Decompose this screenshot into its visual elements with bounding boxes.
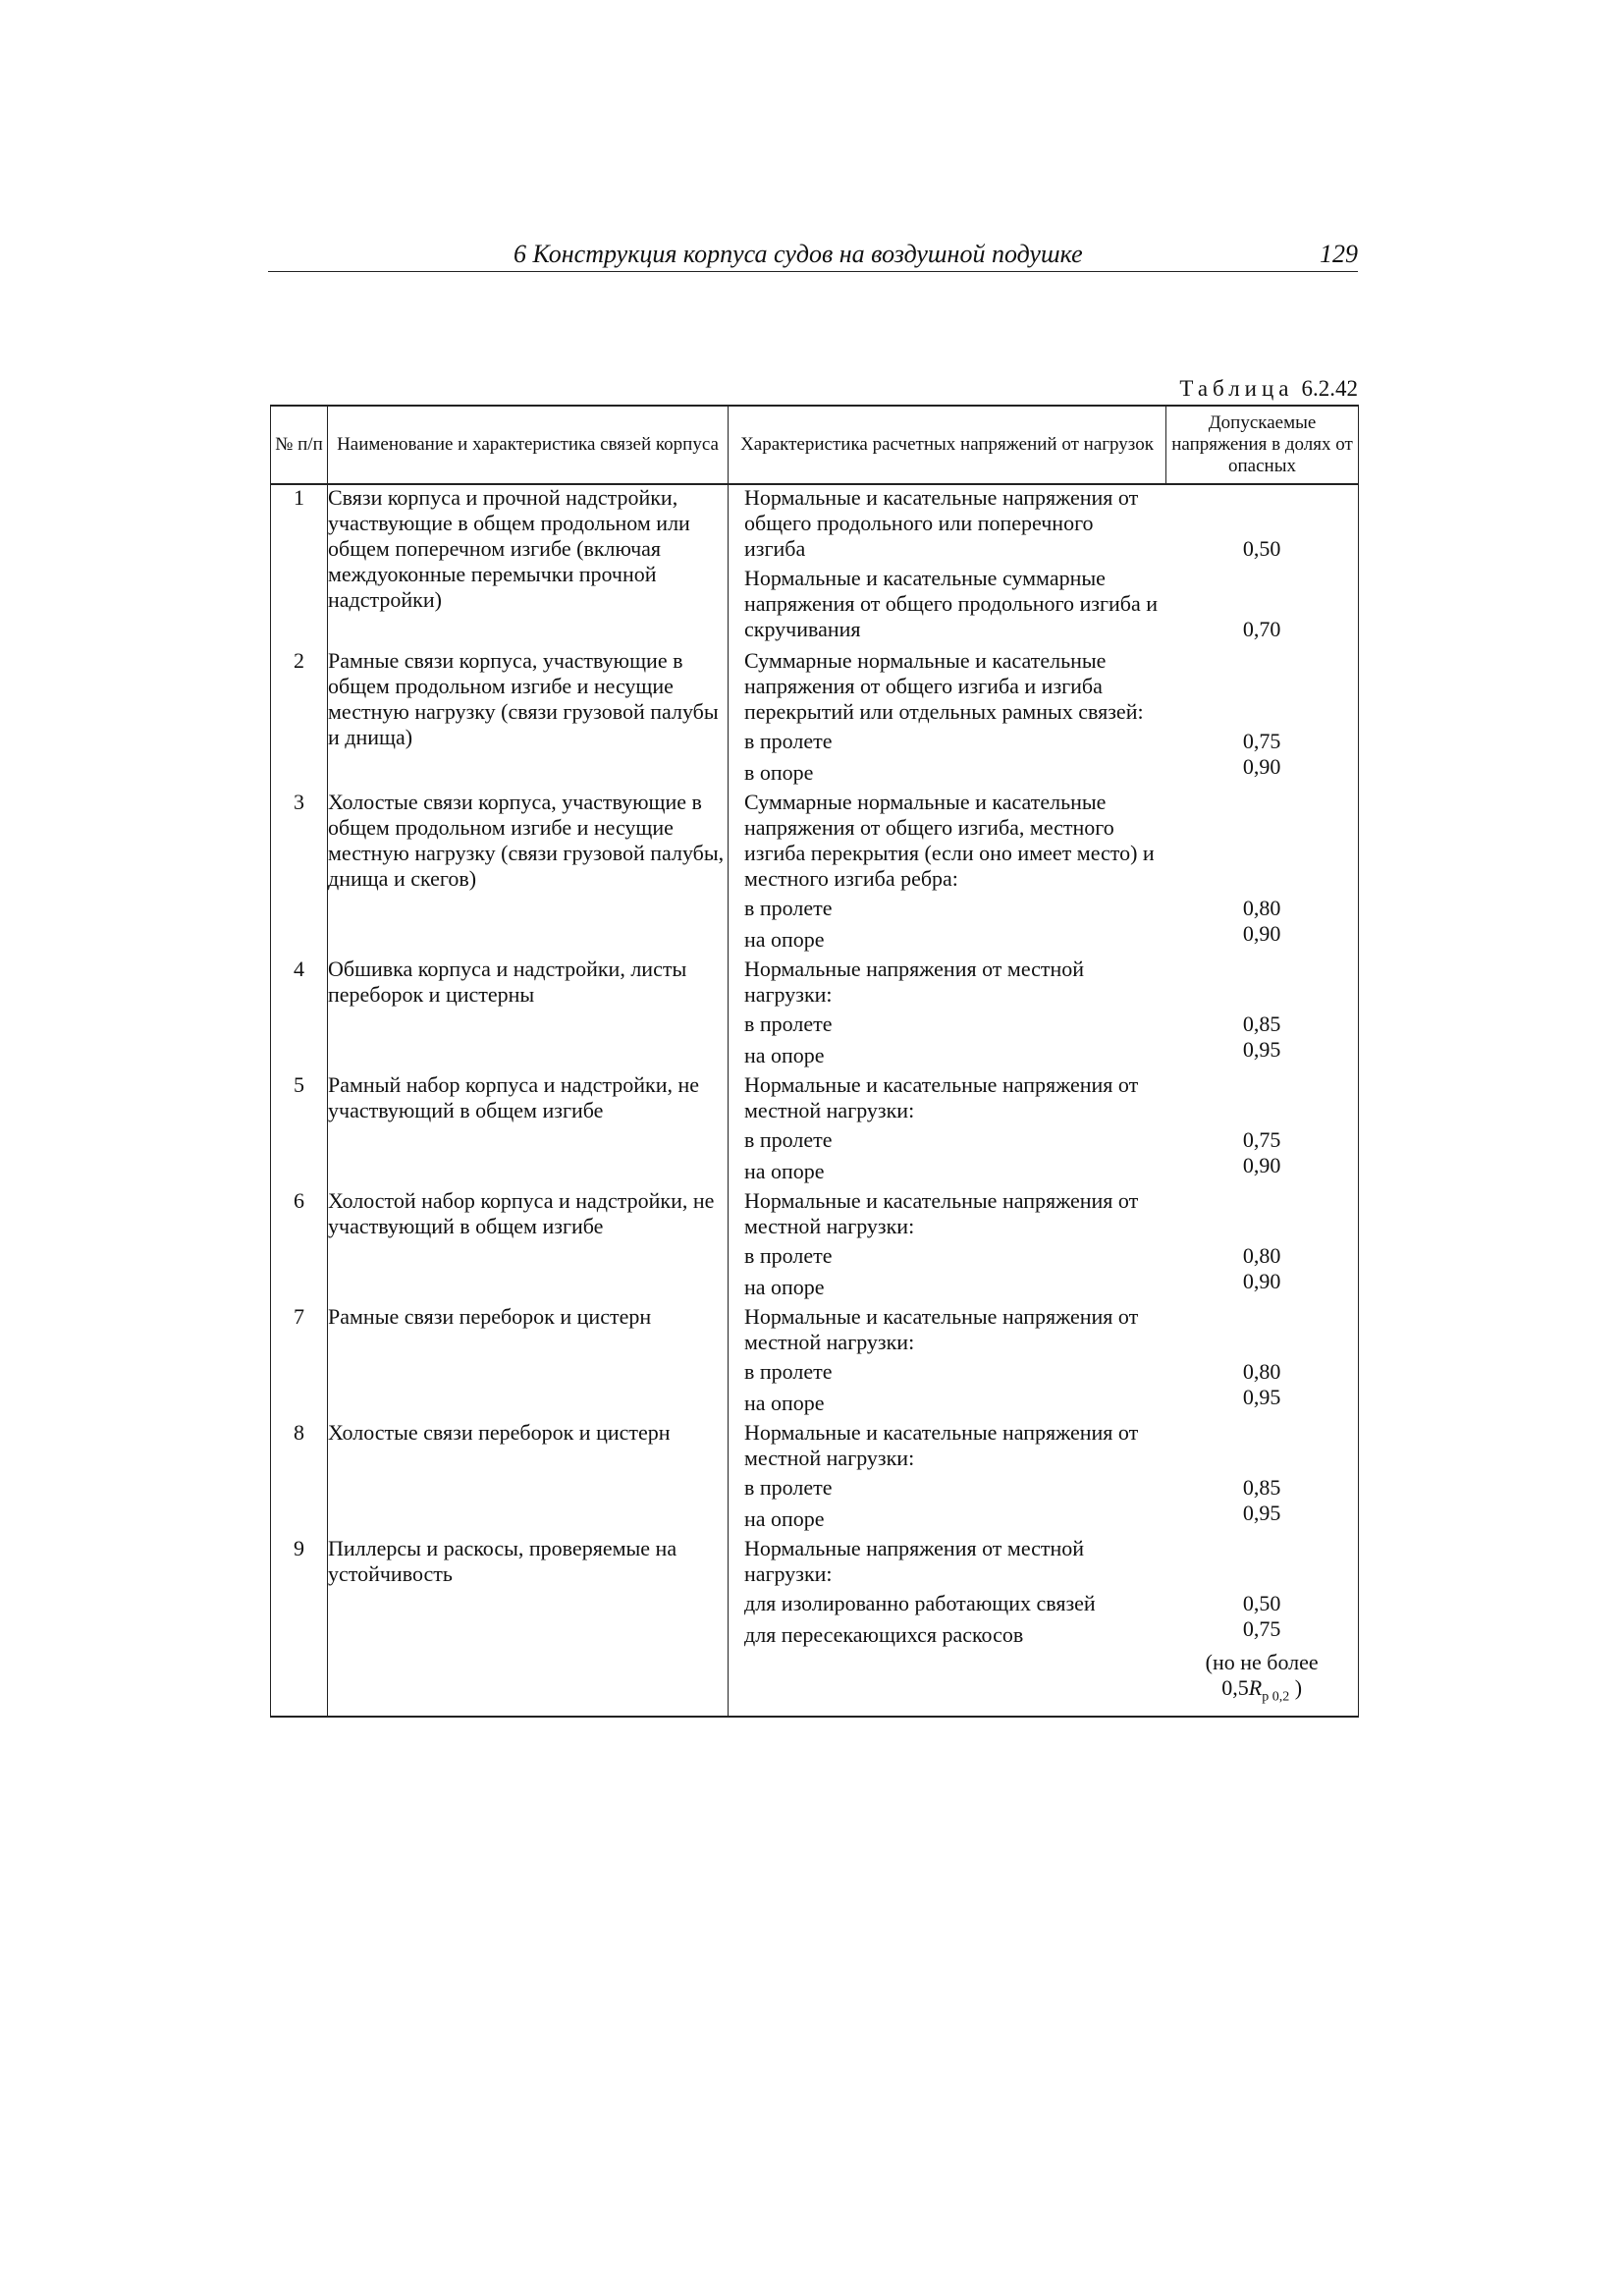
table-row xyxy=(271,1420,1359,1536)
note-text: (но не более xyxy=(1205,1650,1319,1674)
header-num: № п/п xyxy=(271,406,328,484)
row-name: Рамный набор корпуса и надстройки, не участвующий в общем изгибе xyxy=(328,1072,729,1188)
row-sub: на опоре xyxy=(744,1043,825,1067)
row-sub: на опоре xyxy=(744,1506,825,1531)
running-header xyxy=(268,240,1358,272)
row-char: Нормальные и касательные напряжения от местной нагрузки: xyxy=(744,1072,1139,1122)
row-value: 0,50 xyxy=(1242,1591,1281,1615)
row-value: 0,90 xyxy=(1242,1269,1281,1293)
page-number: 129 xyxy=(1320,240,1358,268)
row-name: Обшивка корпуса и надстройки, листы переборок и цистерны xyxy=(328,957,729,1072)
table-row xyxy=(271,1536,1359,1717)
note-symbol: R xyxy=(1248,1675,1263,1700)
row-char: Суммарные нормальные и касательные напряжения от общего изгиба и изгиба перекрытий или отдельных рамных связей: xyxy=(744,648,1144,724)
note-subscript: p 0,2 xyxy=(1262,1689,1290,1705)
header-name: Наименование и характеристика связей корпуса xyxy=(328,406,729,484)
row-note xyxy=(1165,1650,1358,1710)
row-value: 0,95 xyxy=(1242,1385,1281,1409)
row-name: Холостой набор корпуса и надстройки, не участвующий в общем изгибе xyxy=(328,1188,729,1304)
row-name: Рамные связи переборок и цистерн xyxy=(328,1304,729,1420)
row-num: 2 xyxy=(271,648,328,790)
row-num: 3 xyxy=(271,790,328,957)
row-sub: в пролете xyxy=(744,1359,833,1384)
row-name: Холостые связи переборок и цистерн xyxy=(328,1420,729,1536)
row-sub: на опоре xyxy=(744,1159,825,1183)
row-sub: в опоре xyxy=(744,760,814,785)
row-sub: в пролете xyxy=(744,896,833,920)
table-row xyxy=(271,1188,1359,1304)
row-num: 8 xyxy=(271,1420,328,1536)
row-value: 0,75 xyxy=(1242,1616,1281,1641)
row-sub: на опоре xyxy=(744,1391,825,1415)
row-value: 0,50 xyxy=(1242,536,1281,561)
table-caption-number: 6.2.42 xyxy=(1301,376,1358,401)
row-char: Нормальные и касательные напряжения от местной нагрузки: xyxy=(744,1304,1139,1354)
row-char: Нормальные и касательные напряжения от местной нагрузки: xyxy=(744,1420,1139,1470)
row-value: 0,90 xyxy=(1242,754,1281,779)
header-val: Допускаемые напряжения в долях от опасных xyxy=(1166,406,1359,484)
row-sub: в пролете xyxy=(744,1011,833,1036)
row-char: Нормальные напряжения от местной нагрузки: xyxy=(744,957,1085,1007)
row-num: 6 xyxy=(271,1188,328,1304)
table-row xyxy=(271,484,1359,648)
row-value: 0,75 xyxy=(1242,729,1281,753)
row-num: 7 xyxy=(271,1304,328,1420)
header-char: Характеристика расчетных напряжений от нагрузок xyxy=(729,406,1166,484)
table-row xyxy=(271,1072,1359,1188)
row-sub: в пролете xyxy=(744,729,833,753)
row-value: 0,95 xyxy=(1242,1037,1281,1062)
row-name: Пиллерсы и раскосы, проверяемые на устойчивость xyxy=(328,1536,729,1717)
row-sub: в пролете xyxy=(744,1243,833,1268)
table-row xyxy=(271,648,1359,790)
row-value: 0,70 xyxy=(1242,617,1281,641)
row-char: Нормальные и касательные напряжения от общего продольного или поперечного изгиба xyxy=(744,485,1139,561)
row-name: Рамные связи корпуса, участвующие в общем продольном изгибе и несущие местную нагрузку (связи грузовой палубы и днища) xyxy=(328,648,729,790)
row-value: 0,75 xyxy=(1242,1127,1281,1152)
row-char: Нормальные и касательные напряжения от местной нагрузки: xyxy=(744,1188,1139,1238)
table-row xyxy=(271,1304,1359,1420)
table-header-row xyxy=(271,406,1359,484)
row-char: Нормальные и касательные суммарные напряжения от общего продольного изгиба и скручивания xyxy=(744,566,1158,641)
note-value-prefix: 0,5 xyxy=(1221,1675,1249,1700)
row-name: Холостые связи корпуса, участвующие в общем продольном изгибе и несущие местную нагрузку (связи грузовой палубы, днища и скегов) xyxy=(328,790,729,957)
row-sub: в пролете xyxy=(744,1127,833,1152)
table-caption-word: Таблица xyxy=(1179,376,1294,401)
chapter-title: 6 Конструкция корпуса судов на воздушной подушке xyxy=(514,240,1083,268)
row-name: Связи корпуса и прочной надстройки, участвующие в общем продольном или общем поперечном изгибе (включая междуоконные перемычки прочной надстройки) xyxy=(328,484,729,648)
row-num: 1 xyxy=(271,484,328,648)
row-value: 0,80 xyxy=(1242,1243,1281,1268)
row-char: Нормальные напряжения от местной нагрузки: xyxy=(744,1536,1085,1586)
row-char: Суммарные нормальные и касательные напряжения от общего изгиба, местного изгиба перекрытия (если оно имеет место) и местного изгиба ребра: xyxy=(744,790,1155,891)
row-value: 0,95 xyxy=(1242,1501,1281,1525)
row-sub: в пролете xyxy=(744,1475,833,1500)
row-num: 4 xyxy=(271,957,328,1072)
row-sub: на опоре xyxy=(744,927,825,952)
row-value: 0,90 xyxy=(1242,921,1281,946)
row-value: 0,85 xyxy=(1242,1475,1281,1500)
note-close: ) xyxy=(1294,1675,1303,1700)
row-sub: для пересекающихся раскосов xyxy=(744,1622,1024,1647)
row-num: 9 xyxy=(271,1536,328,1717)
row-char-values xyxy=(729,484,1359,648)
table-row xyxy=(271,957,1359,1072)
row-num: 5 xyxy=(271,1072,328,1188)
row-sub: для изолированно работающих связей xyxy=(744,1591,1096,1615)
allowable-stress-table xyxy=(270,405,1359,1718)
table-row xyxy=(271,790,1359,957)
row-value: 0,90 xyxy=(1242,1153,1281,1177)
row-value: 0,85 xyxy=(1242,1011,1281,1036)
row-value: 0,80 xyxy=(1242,896,1281,920)
row-sub: на опоре xyxy=(744,1275,825,1299)
row-value: 0,80 xyxy=(1242,1359,1281,1384)
table-caption xyxy=(1179,375,1358,403)
note-formula xyxy=(1165,1675,1358,1710)
